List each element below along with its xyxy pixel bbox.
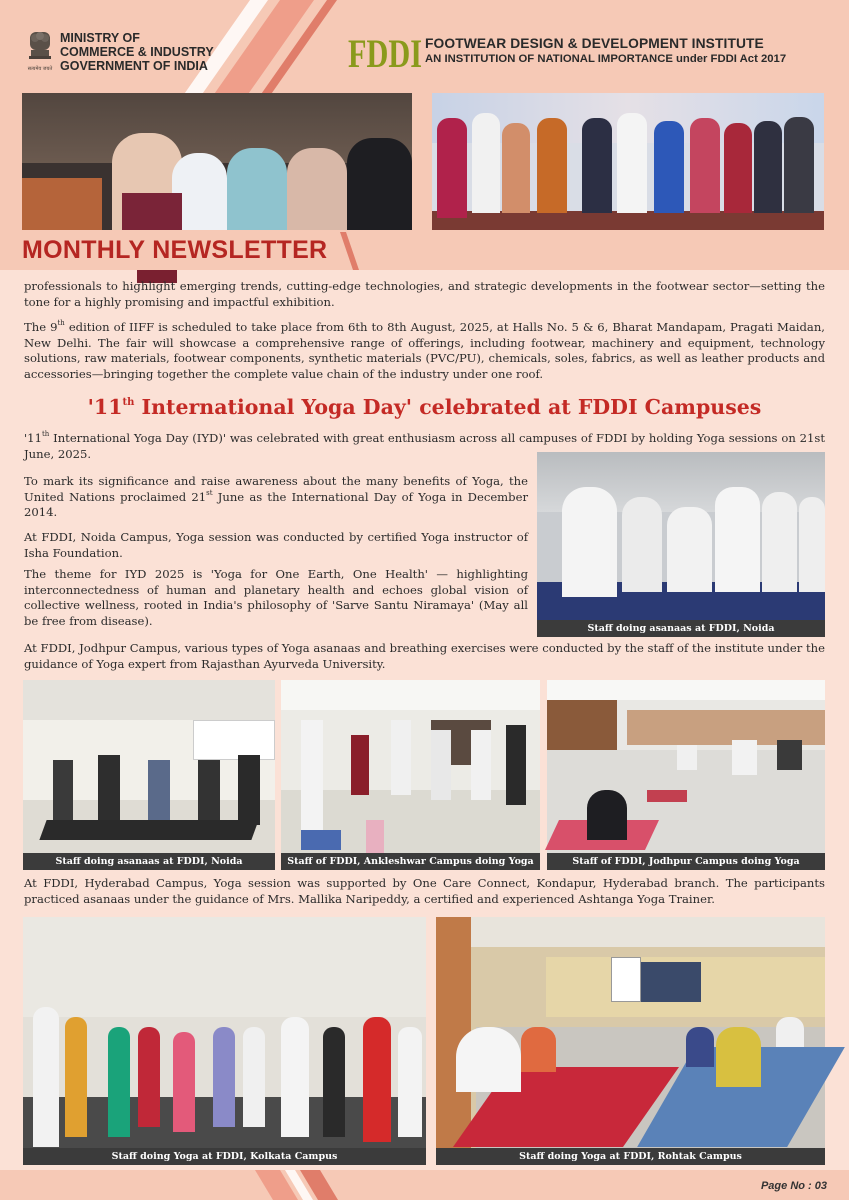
- yoga-significance-paragraph: To mark its significance and raise awareness about the many benefits of Yoga, the United Nations proclaimed 21st June as the International Day of Yoga in December 2014.: [24, 474, 529, 519]
- photo-caption: Staff doing Yoga at FDDI, Kolkata Campus: [23, 1148, 426, 1165]
- national-emblem-icon: [26, 28, 54, 76]
- photo-caption: Staff doing asanaas at FDDI, Noida: [537, 620, 825, 637]
- yoga-day-heading: '11th International Yoga Day' celebrated at FDDI Campuses: [87, 395, 762, 419]
- photo-ankleshwar: [281, 680, 540, 870]
- noida-paragraph: At FDDI, Noida Campus, Yoga session was conducted by certified Yoga instructor of Isha Foundation.: [24, 530, 528, 560]
- page-number: Page No : 03: [760, 1180, 827, 1192]
- photo-caption: Staff of FDDI, Jodhpur Campus doing Yoga: [547, 853, 825, 870]
- photo-noida-large: [537, 452, 825, 637]
- institute-title: FOOTWEAR DESIGN & DEVELOPMENT INSTITUTE: [425, 36, 764, 51]
- ministry-line: COMMERCE & INDUSTRY: [60, 45, 214, 59]
- photo-rohtak: [436, 917, 825, 1165]
- theme-paragraph: The theme for IYD 2025 is 'Yoga for One Earth, One Health' — highlighting interconnectedness of human and planetary health and echoes global vision of collective wellness, rooted in India's philosophy of 'Sarve Santu Niramaya' (May all be free from disease).: [24, 567, 528, 628]
- header-photo-left: [22, 93, 412, 230]
- hyderabad-paragraph: At FDDI, Hyderabad Campus, Yoga session was supported by One Care Connect, Kondapur, Hyderabad branch. The participants practiced asanaas under the guidance of Mrs. Mallika Naripeddy, a certified and experienced Ashtanga Yoga Trainer.: [24, 876, 825, 906]
- institute-tagline: AN INSTITUTION OF NATIONAL IMPORTANCE under FDDI Act 2017: [425, 53, 787, 65]
- fddi-logo: [348, 31, 422, 76]
- photo-kolkata: [23, 917, 426, 1165]
- yoga-intro-paragraph: '11th International Yoga Day (IYD)' was celebrated with great enthusiasm across all campuses of FDDI by holding Yoga sessions on 21st June, 2025.: [24, 430, 825, 461]
- iiff-paragraph: The 9th edition of IIFF is scheduled to take place from 6th to 8th August, 2025, at Halls No. 5 & 6, Bharat Mandapam, Pragati Maidan, New Delhi. The fair will showcase a comprehensive range of offerings, including footwear, machinery and equipment, technology solutions, raw materials, footwear components, synthetic materials (PVC/PU), chemicals, soles, fabrics, as well as leather products and accessories—bringing together the complete value chain of the industry under one roof.: [24, 319, 825, 381]
- photo-jodhpur: [547, 680, 825, 870]
- photo-caption: Staff doing asanaas at FDDI, Noida: [23, 853, 275, 870]
- header-photo-right: [432, 93, 824, 230]
- newsletter-title: MONTHLY NEWSLETTER: [22, 236, 328, 264]
- photo-caption: Staff of FDDI, Ankleshwar Campus doing Yoga: [281, 853, 540, 870]
- jodhpur-paragraph: At FDDI, Jodhpur Campus, various types of Yoga asanaas and breathing exercises were conducted by the staff of the institute under the guidance of Yoga expert from Rajasthan Ayurveda University.: [24, 641, 825, 671]
- ministry-name: [60, 31, 214, 73]
- intro-paragraph: professionals to highlight emerging trends, cutting-edge technologies, and strategic developments in the footwear sector—setting the tone for a highly promising and impactful exhibition.: [24, 279, 825, 309]
- footer-decoration: [0, 1170, 849, 1200]
- svg-text:FDDI: FDDI: [348, 31, 422, 76]
- photo-noida-small: [23, 680, 275, 870]
- ministry-line: GOVERNMENT OF INDIA: [60, 59, 208, 73]
- svg-text:सत्यमेव जयते: सत्यमेव जयते: [27, 66, 53, 72]
- photo-caption: Staff doing Yoga at FDDI, Rohtak Campus: [436, 1148, 825, 1165]
- institute-name: [425, 36, 786, 65]
- ministry-line: MINISTRY OF: [60, 31, 140, 45]
